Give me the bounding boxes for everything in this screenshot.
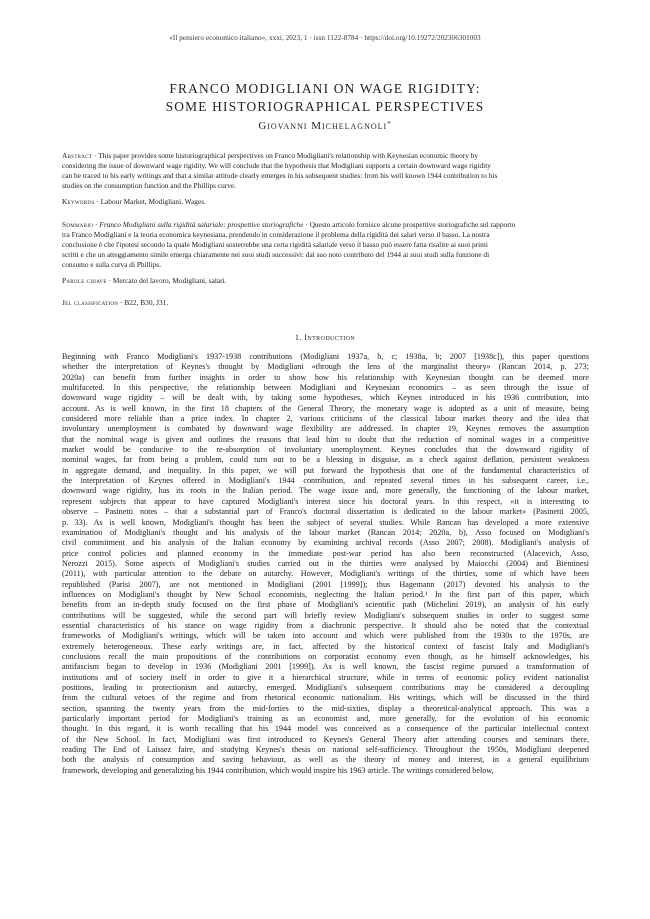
body-line: institutions and of society itself in order to give it a hierarchical structure, while in terms of economic policy evident nationalist xyxy=(62,672,589,682)
body-line: involuntary unemployment is combated by downward wage flexibility are addressed. In chapter 19, Keynes removes the assumption xyxy=(62,424,589,434)
title-line-2: SOME HISTORIOGRAPHICAL PERSPECTIVES xyxy=(165,98,485,114)
sommario-label: Sommario xyxy=(62,220,94,229)
abstract-line: studies on the consumption function and the Phillips curve. xyxy=(62,181,236,190)
body-line: from the cultural vetoes of the regime and from rhetorical economic nationalism. His writings, which will be discussed in the third xyxy=(62,693,589,703)
body-line: p. 33). As is well known, Modigliani's thought has been the subject of several studies. While Rancan has developed a more extensive xyxy=(62,517,589,527)
abstract-separator: · xyxy=(92,151,99,160)
body-line: frameworks of Modigliani's writings, which will be taken into account and which were published from the 1930s to the 1970s, are xyxy=(62,631,589,641)
body-line: of the New School. In fact, Modigliani was first introduced to Keynes's General Theory after attending courses and seminars there, xyxy=(62,734,589,744)
body-line: account. As is well known, in the first 18 chapters of the General Theory, the monetary wage is adopted as a unit of measure, being xyxy=(62,403,589,413)
body-line: reading The End of Laissez faire, and studying Keynes's thesis on national self-sufficiency. Throughout the 1950s, Modigliani deepened xyxy=(62,745,589,755)
parole-chiave-separator: · xyxy=(106,276,113,285)
body-line: benefits from an in-depth study focused on the first phase of Modigliani's scientific path (Michelini 2019), an analysis of his early xyxy=(62,600,589,610)
jel-label: Jel classification xyxy=(62,298,119,307)
body-line: that the nominal wage is given and outlines the reasons that lead him to doubt that the reduction of nominal wages in a competitive xyxy=(62,434,589,444)
body-line: market would be conducive to the re-absorption of involuntary unemployment. Keynes concludes that the downward rigidity of xyxy=(62,445,589,455)
sommario-line: · Questo articolo fornisce alcune prospettive storiografiche sul rapporto xyxy=(303,220,516,229)
body-line: section, spanning the twenty years from the mid-forties to the mid-sixties, display a theoretical-analytical approach. This was a xyxy=(62,703,589,713)
abstract-line: This paper provides some historiographical perspectives on Franco Modigliani's relationship with Keynesian economic theory by xyxy=(98,151,479,160)
body-line: framework, developing and generalizing his 1944 contribution, which would inspire his 1963 article. The writings considered below, xyxy=(62,765,494,775)
body-line: multifaceted. In this perspective, the relationship between Modigliani and Keynesian economics – as seen through the issue of xyxy=(62,383,589,393)
body-line: particularly important period for Modigliani's training as an economist and, more generally, for the evolution of his economic xyxy=(62,714,589,724)
body-line: thought. In this regard, it is worth recalling that his 1944 model was conceived as a consequence of the particular intellectual context xyxy=(62,724,589,734)
body-line: both the analysis of consumption and saving behaviour, as well as the theory of money and interest, in a general equilibrium xyxy=(62,755,589,765)
body-line: extremely heterogeneous. These early writings are, in fact, affected by the historical context of fascist Italy and Modigliani's xyxy=(62,641,589,651)
body-line: price control policies and planned economy in the immediate post-war period has also been reconstructed (Alacevich, Asso, xyxy=(62,548,589,558)
body-line: the interpretation of Keynes offered in Modigliani's 1944 contribution, and repeated several times in his subsequent career, i.e., xyxy=(62,476,589,486)
keywords-separator: · xyxy=(94,197,101,206)
body-line: nominal wages, far from being a problem, could turn out to be a blessing in disguise, as a check against deflation, persistent weakness xyxy=(62,455,589,465)
sommario-separator: · xyxy=(93,220,100,229)
sommario xyxy=(62,220,589,270)
jel-separator: · xyxy=(118,298,125,307)
body-line: considered more reliable than a price index. In chapter 2, various criticisms of the classical labour market theory and the idea that xyxy=(62,414,589,424)
jel-classification xyxy=(62,298,589,308)
body-line: antifascism began to develop in 1936 (Modigliani 2001 [1999]). As is well known, the fascist regime pursued a transformation of xyxy=(62,662,589,672)
section-heading: 1. Introduction xyxy=(294,333,356,342)
body-line: republished (Parisi 2007), are not mentioned in Modigliani (2001 [1999]); thus Hagemann (2017) devoted his analysis to the xyxy=(62,579,589,589)
body-line: conclusions recall the main propositions of the contributions on corporatist economy even though, as he himself acknowledges, his xyxy=(62,651,589,661)
body-line: downward wage rigidity, has its roots in the Italian period. The wage issue and, more generally, the functioning of the labour market, xyxy=(62,486,589,496)
body-line: 2020a) can benefit from further insights in order to show how his relationship with Keynesian thought can be deemed more xyxy=(62,372,589,382)
keywords xyxy=(62,197,589,207)
sommario-line: conclusione è che l'ipotesi secondo la quale Modigliani sosterrebbe una certa rigidità salariale verso il basso può essere fatta risalire ai suoi primi xyxy=(62,240,488,249)
body-line: Beginning with Franco Modigliani's 1937-1938 contributions (Modigliani 1937a, b, c; 1938a, b; 2007 [1938c]), this paper questions xyxy=(62,352,589,361)
body-line: civil commitment and his analysis of the Italian economy by examining archival records (Asso 2007; 2008). Modigliani's analysis of xyxy=(62,538,589,548)
body-line: essential characteristics of his stance on wage rigidity from a diachronic perspective. It should also be noted that the contextual xyxy=(62,620,589,630)
keywords-label: Keywords xyxy=(62,197,95,206)
sommario-line: tra Franco Modigliani e la teoria economica keynesiana, prendendo in considerazione il problema della rigidità dei salari verso il basso. La nostra xyxy=(62,230,490,239)
abstract-line: considering the issue of downward wage rigidity. We will conclude that the hypothesis that Modigliani supports a certain downward wage rigidity xyxy=(62,161,491,170)
abstract xyxy=(62,151,589,191)
sommario-line: consumo e sulla curva di Phillips. xyxy=(62,260,162,269)
sommario-line: scritti e che un atteggiamento simile emerga chiaramente nei suoi studi successivi: dal suo noto contributo del 1944 ai suoi studi sulla funzione di xyxy=(62,250,490,259)
author-text: Giovanni Michelagnoli xyxy=(258,120,388,132)
keywords-text: Labour Market, Modigliani, Wages. xyxy=(100,197,206,206)
jel-text: B22, B30, J31. xyxy=(124,298,169,307)
body-line: (2011), with particular attention to the debate on autarchy. However, Modigliani's writings of the thirties, some of which have been xyxy=(62,569,589,579)
title-line-1: FRANCO MODIGLIANI ON WAGE RIGIDITY: xyxy=(169,81,481,96)
running-head: «Il pensiero economico italiano», xxxi, 2023, 1 · issn 1122-8784 · https://doi.org/10.19272/202306301003 xyxy=(169,34,481,42)
body-line: positions, leading to protectionism and autarchy, emerged. Modigliani's subsequent contributions may be considered a decoupling xyxy=(62,683,589,692)
parole-chiave-text: Mercato del lavoro, Modigliani, salari. xyxy=(112,276,227,285)
body-line: Nerozzi 2015). Some aspects of Modigliani's studies carried out in the thirties were analysed by Maiocchi (2004) and Bientinesi xyxy=(62,558,589,568)
abstract-line: can be traced to his early writings and that a similar attitude clearly emerges in his subsequent studies: from his well known 1944 contribution to his xyxy=(62,171,498,180)
body-line: examination of Modigliani's thought and his analysis of the labour market (Rancan 2014; 2020a, b), Asso focused on Modigliani's xyxy=(62,527,589,537)
parole-chiave xyxy=(62,276,589,286)
body-text xyxy=(62,352,589,776)
sommario-italian-title: Franco Modigliani sulla rigidità salariale: prospettive storiografiche xyxy=(99,220,304,229)
body-line: represent subjects that appear to have captured Modigliani's interest since his doctoral years. In this respect, «it is interesting to xyxy=(62,496,589,506)
author-footnote-mark[interactable]: * xyxy=(387,120,392,128)
body-line: influences on Modigliani's thought by New School economists, neglecting the Italian period.¹ In the first part of this paper, which xyxy=(62,589,589,599)
parole-chiave-label: Parole chiave xyxy=(62,276,107,285)
author-name xyxy=(0,120,650,132)
body-line: contributions will be suggested, while the second part will briefly review Modigliani's subsequent studies in order to suggest some xyxy=(62,610,589,620)
body-line: whether the interpretation of Keynes's thought by Modigliani «through the lens of the marginalist theory» (Rancan 2014, p. 273; xyxy=(62,362,589,372)
abstract-label: Abstract xyxy=(62,151,93,160)
body-line: in aggregate demand, and inequality. In this paper, we will put forward the hypothesis that one of the fundamental characteristics of xyxy=(62,465,589,475)
body-line: observe – Pasinetti notes – that a substantial part of Franco's doctoral dissertation is dedicated to the labour market» (Pasinetti 2005, xyxy=(62,507,589,517)
body-line: downward wage rigidity – will be dealt with, by taking some hypotheses, which Keynes introduced in his 1936 contribution, into xyxy=(62,393,589,403)
article-title xyxy=(0,80,650,115)
